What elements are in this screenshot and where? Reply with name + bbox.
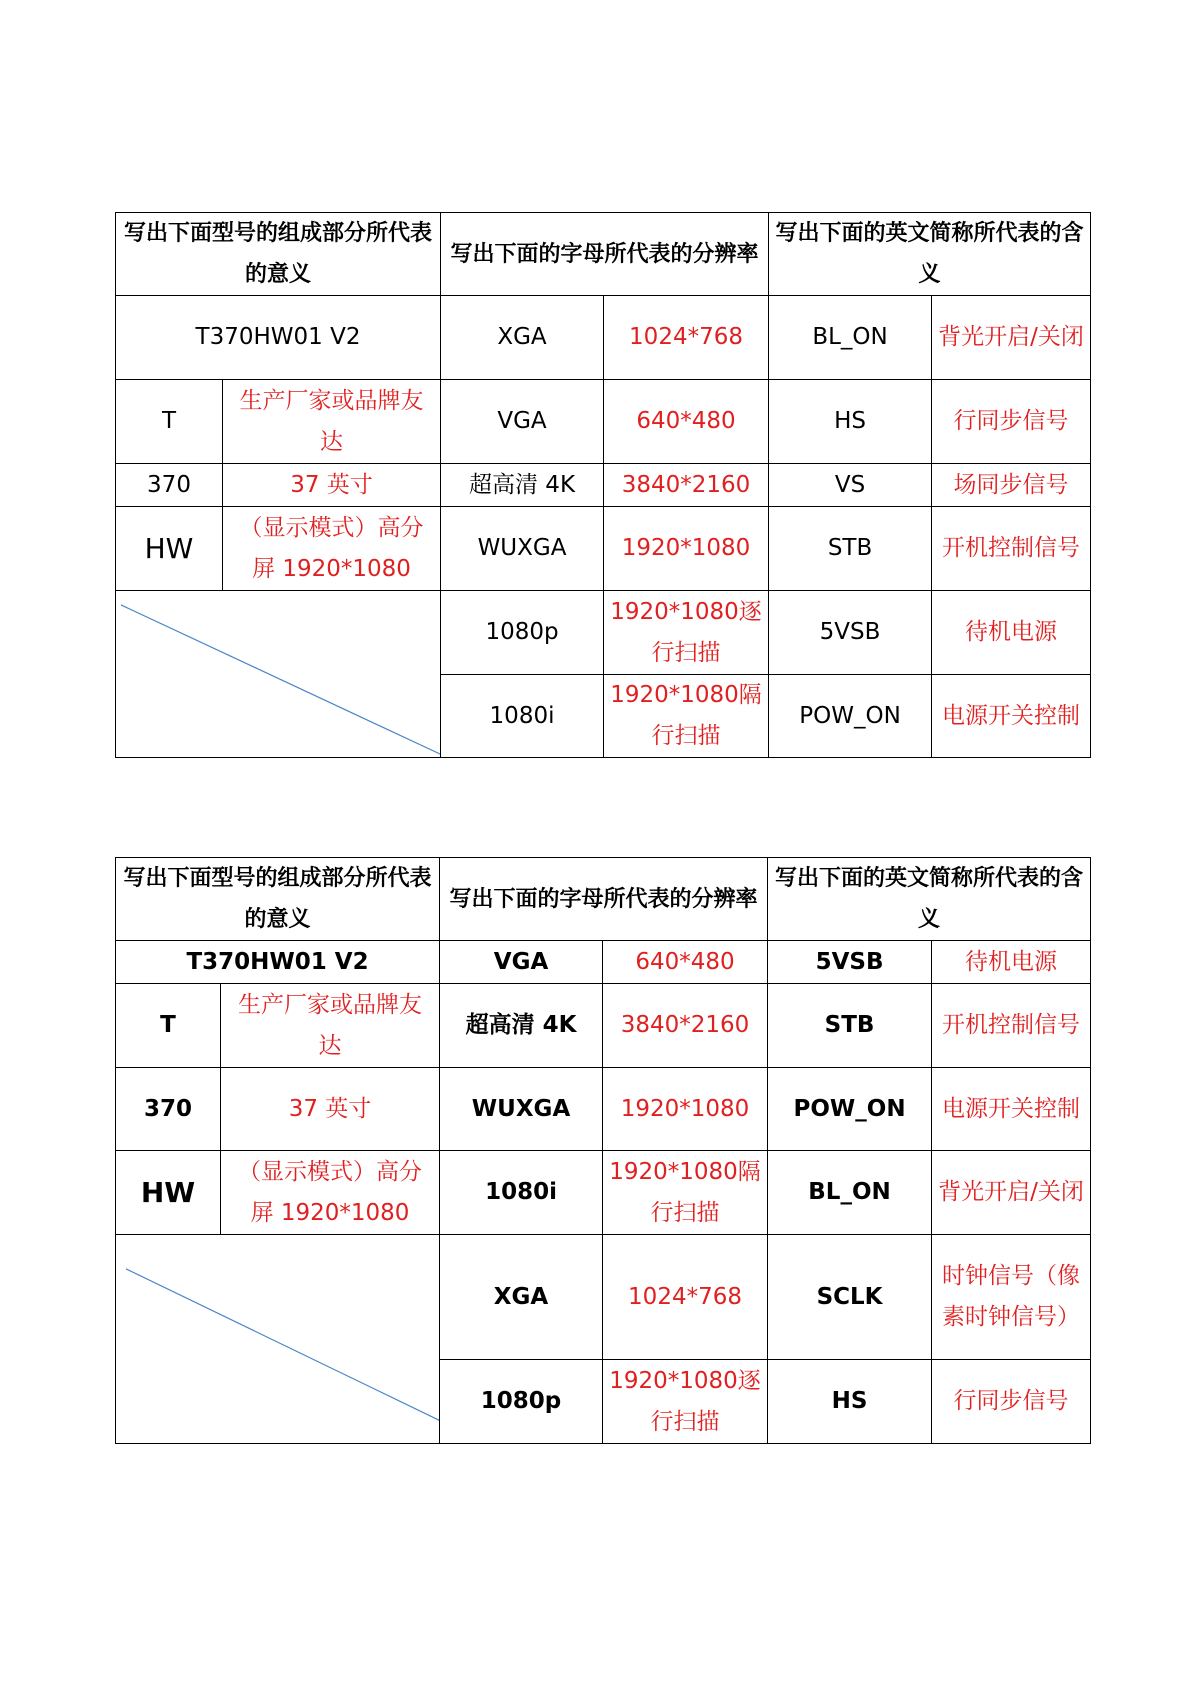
abbreviation-meaning: 场同步信号 bbox=[932, 464, 1091, 507]
diagonal-line bbox=[116, 591, 440, 757]
abbreviation: BL_ON bbox=[769, 296, 932, 380]
abbreviation: POW_ON bbox=[769, 675, 932, 758]
model-part-code: 370 bbox=[116, 1068, 221, 1151]
resolution-value: 1920*1080隔行扫描 bbox=[603, 1151, 768, 1235]
resolution-value: 640*480 bbox=[604, 380, 769, 464]
resolution-name: VGA bbox=[440, 941, 603, 984]
resolution-value: 1024*768 bbox=[604, 296, 769, 380]
abbreviation: HS bbox=[768, 1360, 932, 1444]
abbreviation: STB bbox=[769, 507, 932, 591]
abbreviation: VS bbox=[769, 464, 932, 507]
header-resolutions: 写出下面的字母所代表的分辨率 bbox=[440, 858, 768, 941]
resolution-name: 超高清 4K bbox=[441, 464, 604, 507]
abbreviation-meaning: 行同步信号 bbox=[932, 1360, 1091, 1444]
resolution-value: 1920*1080 bbox=[603, 1068, 768, 1151]
resolution-value: 3840*2160 bbox=[603, 984, 768, 1068]
abbreviation-meaning: 待机电源 bbox=[932, 591, 1091, 675]
resolution-value: 1024*768 bbox=[603, 1235, 768, 1360]
abbreviation: 5VSB bbox=[768, 941, 932, 984]
blank-diagonal-cell bbox=[116, 1235, 440, 1444]
header-model-parts: 写出下面型号的组成部分所代表的意义 bbox=[116, 213, 441, 296]
abbreviation-meaning: 时钟信号（像素时钟信号） bbox=[932, 1235, 1091, 1360]
resolution-value: 640*480 bbox=[603, 941, 768, 984]
model-part-meaning: （显示模式）高分屏 1920*1080 bbox=[223, 507, 441, 591]
model-part-code: 370 bbox=[116, 464, 223, 507]
resolution-name: WUXGA bbox=[440, 1068, 603, 1151]
resolution-value: 1920*1080 bbox=[604, 507, 769, 591]
model-part-code: T bbox=[116, 984, 221, 1068]
resolution-name: 1080p bbox=[441, 591, 604, 675]
model-part-meaning: （显示模式）高分屏 1920*1080 bbox=[221, 1151, 440, 1235]
resolution-name: WUXGA bbox=[441, 507, 604, 591]
abbreviation-meaning: 开机控制信号 bbox=[932, 507, 1091, 591]
model-part-code: HW bbox=[116, 1151, 221, 1235]
resolution-name: 1080i bbox=[440, 1151, 603, 1235]
diagonal-line bbox=[116, 1235, 439, 1443]
resolution-name: XGA bbox=[441, 296, 604, 380]
abbreviation: STB bbox=[768, 984, 932, 1068]
header-abbreviations: 写出下面的英文简称所代表的含义 bbox=[769, 213, 1091, 296]
abbreviation: POW_ON bbox=[768, 1068, 932, 1151]
resolution-name: XGA bbox=[440, 1235, 603, 1360]
model-part-meaning: 生产厂家或品牌友达 bbox=[221, 984, 440, 1068]
header-abbreviations: 写出下面的英文简称所代表的含义 bbox=[768, 858, 1091, 941]
resolution-name: 1080p bbox=[440, 1360, 603, 1444]
resolution-name: 超高清 4K bbox=[440, 984, 603, 1068]
model-part-code: T bbox=[116, 380, 223, 464]
header-model-parts: 写出下面型号的组成部分所代表的意义 bbox=[116, 858, 440, 941]
abbreviation-meaning: 背光开启/关闭 bbox=[932, 296, 1091, 380]
abbreviation-meaning: 行同步信号 bbox=[932, 380, 1091, 464]
abbreviation: BL_ON bbox=[768, 1151, 932, 1235]
header-resolutions: 写出下面的字母所代表的分辨率 bbox=[441, 213, 769, 296]
abbreviation-meaning: 电源开关控制 bbox=[932, 675, 1091, 758]
resolution-value: 3840*2160 bbox=[604, 464, 769, 507]
resolution-value: 1920*1080逐行扫描 bbox=[603, 1360, 768, 1444]
model-number: T370HW01 V2 bbox=[116, 941, 440, 984]
quiz-table-1 bbox=[115, 212, 1091, 758]
model-part-meaning: 37 英寸 bbox=[221, 1068, 440, 1151]
abbreviation: 5VSB bbox=[769, 591, 932, 675]
blank-diagonal-cell bbox=[116, 591, 441, 758]
abbreviation-meaning: 电源开关控制 bbox=[932, 1068, 1091, 1151]
resolution-name: 1080i bbox=[441, 675, 604, 758]
resolution-value: 1920*1080隔行扫描 bbox=[604, 675, 769, 758]
abbreviation-meaning: 开机控制信号 bbox=[932, 984, 1091, 1068]
model-part-meaning: 37 英寸 bbox=[223, 464, 441, 507]
abbreviation-meaning: 待机电源 bbox=[932, 941, 1091, 984]
resolution-value: 1920*1080逐行扫描 bbox=[604, 591, 769, 675]
resolution-name: VGA bbox=[441, 380, 604, 464]
abbreviation-meaning: 背光开启/关闭 bbox=[932, 1151, 1091, 1235]
model-part-code: HW bbox=[116, 507, 223, 591]
model-number: T370HW01 V2 bbox=[116, 296, 441, 380]
abbreviation: SCLK bbox=[768, 1235, 932, 1360]
quiz-table-2 bbox=[115, 857, 1091, 1444]
model-part-meaning: 生产厂家或品牌友达 bbox=[223, 380, 441, 464]
abbreviation: HS bbox=[769, 380, 932, 464]
